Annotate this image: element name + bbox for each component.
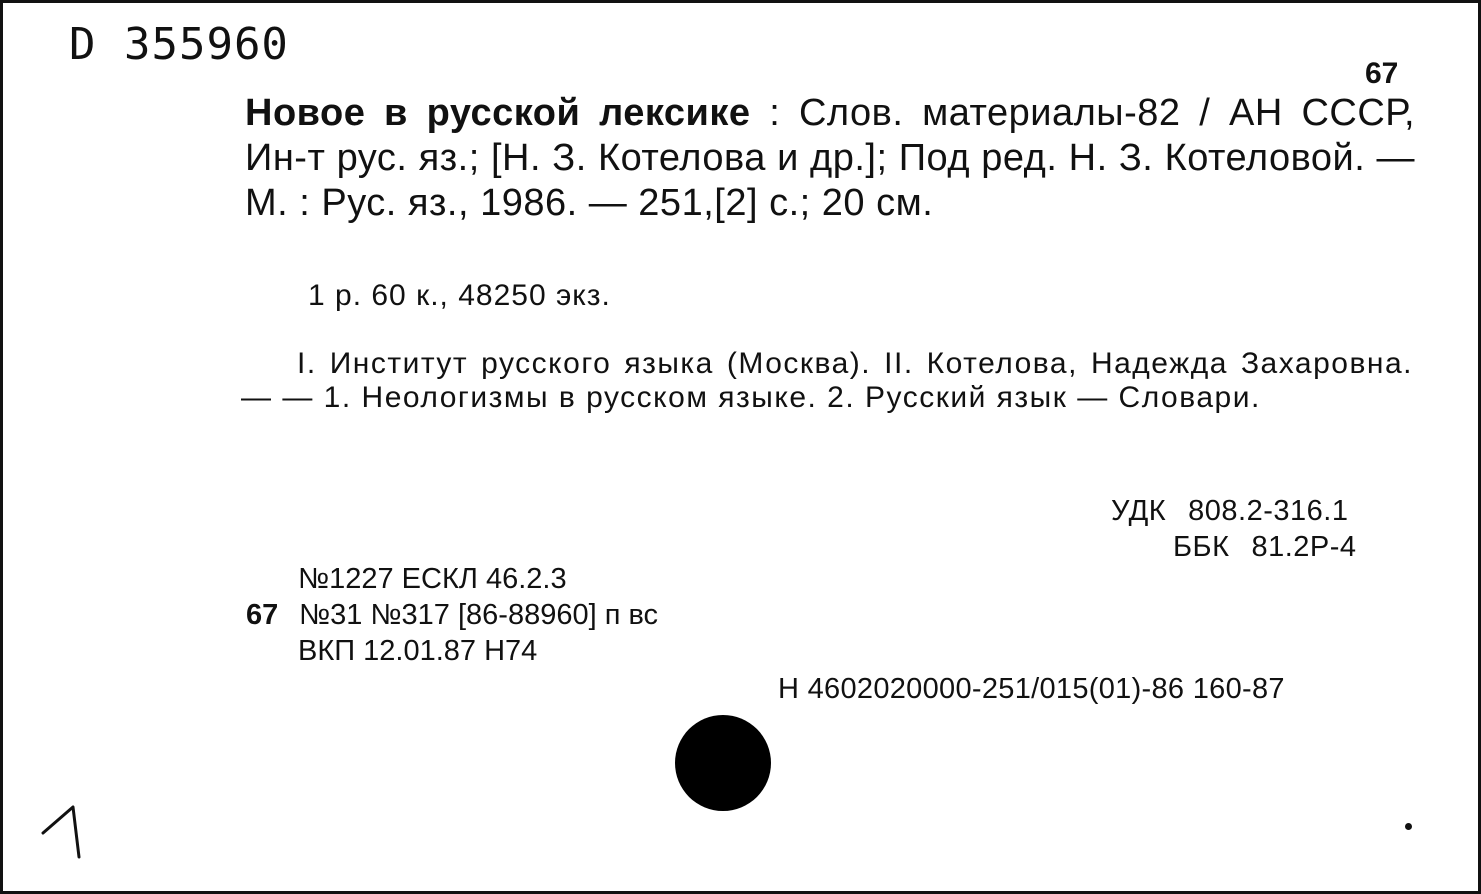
handwritten-one-icon bbox=[39, 803, 89, 863]
technical-line-1: №1227 ЕСКЛ 46.2.3 bbox=[298, 563, 567, 595]
corner-mark: 67 bbox=[1365, 57, 1399, 90]
udc-classification bbox=[1111, 495, 1348, 528]
handwritten-mark bbox=[39, 803, 89, 868]
call-number: D 355960 bbox=[69, 19, 289, 70]
bbk-classification bbox=[1173, 531, 1357, 564]
punch-hole bbox=[675, 715, 771, 811]
technical-line-2: №31 №317 [86-88960] п вс bbox=[299, 599, 659, 631]
tracings: I. Институт русского языка (Москва). II. Котелова, Надежда Захаровна. — — 1. Неологизмы в русском языке. 2. Русский язык — Словари. bbox=[241, 347, 1413, 414]
price-circulation: 1 р. 60 к., 48250 экз. bbox=[308, 279, 611, 312]
description-text: : Слов. материалы-82 / АН СССР, Ин-т рус. яз.; [Н. З. Котелова и др.]; Под ред. Н. З. Котеловой. — М. : Рус. яз., 1986. — 251,[2] с.; 20 см. bbox=[245, 92, 1416, 224]
technical-line-3: ВКП 12.01.87 Н74 bbox=[298, 635, 538, 667]
udc-value: 808.2-316.1 bbox=[1188, 495, 1349, 527]
bbk-label: ББК bbox=[1173, 531, 1230, 563]
dot-mark bbox=[1405, 823, 1412, 830]
technical-line-2-prefix: 67 bbox=[246, 599, 279, 631]
bbk-value: 81.2Р-4 bbox=[1251, 531, 1357, 563]
isbn-line: Н 4602020000-251/015(01)-86 160-87 bbox=[778, 673, 1285, 705]
udc-label: УДК bbox=[1111, 495, 1167, 527]
bibliographic-description bbox=[245, 91, 1415, 226]
book-title: Новое в русской лексике bbox=[245, 92, 751, 134]
